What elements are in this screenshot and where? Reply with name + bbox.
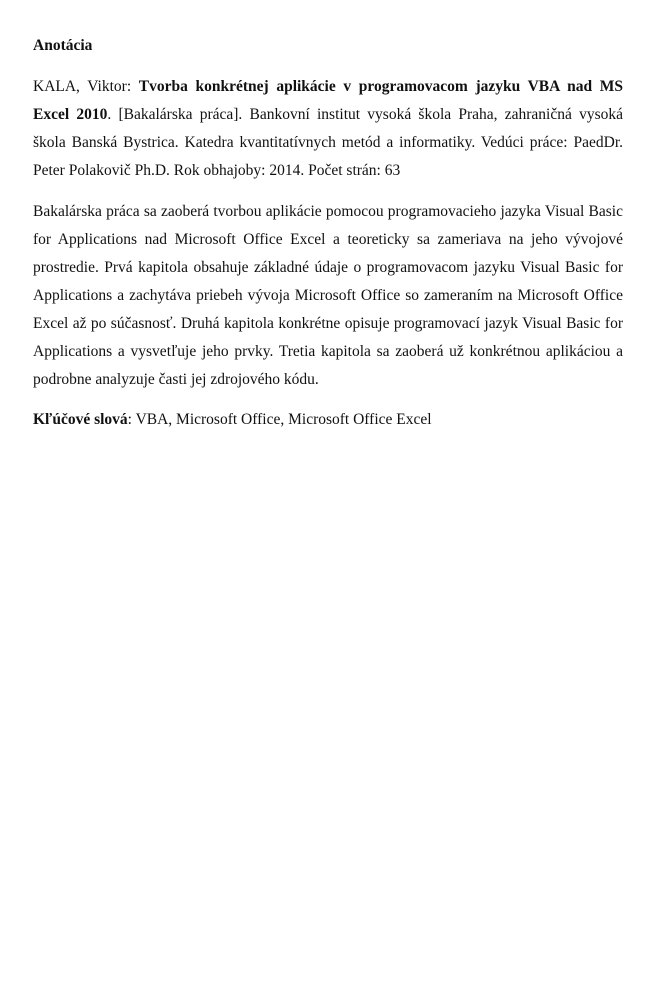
section-heading: Anotácia — [33, 37, 93, 54]
thesis-title: Tvorba konkrétnej aplikácie v programovacom jazyku VBA nad MS Excel 2010 — [33, 78, 623, 123]
keywords-text: : VBA, Microsoft Office, Microsoft Office Excel — [127, 411, 432, 428]
keywords-paragraph — [33, 406, 623, 434]
abstract-paragraph: Bakalárska práca sa zaoberá tvorbou aplikácie pomocou programovacieho jazyka Visual Basic for Applications nad Microsoft Office Excel a teoreticky sa zameriava na jeho vývojové prostredie. Prvá kapitola obsahuje základné údaje o programovacom jazyku Visual Basic for Applications a zachytáva priebeh vývoja Microsoft Office so zameraním na Microsoft Office Excel až po súčasnosť. Druhá kapitola konkrétne opisuje programovací jazyk Visual Basic for Applications a vysvetľuje jeho prvky. Tretia kapitola sa zaoberá už konkrétnou aplikáciou a podrobne analyzuje časti jej zdrojového kódu. — [33, 203, 623, 388]
citation-details: . [Bakalárska práca]. Bankovní institut vysoká škola Praha, zahraničná vysoká škola Banská Bystrica. Katedra kvantitatívnych metód a informatiky. Vedúci práce: PaedDr. Peter Polakovič Ph.D. Rok obhajoby: 2014. Počet strán: 63 — [33, 106, 623, 179]
keywords-label: Kľúčové slová — [33, 411, 128, 428]
citation-paragraph — [33, 73, 623, 185]
citation-author: KALA, Viktor: — [33, 78, 139, 95]
